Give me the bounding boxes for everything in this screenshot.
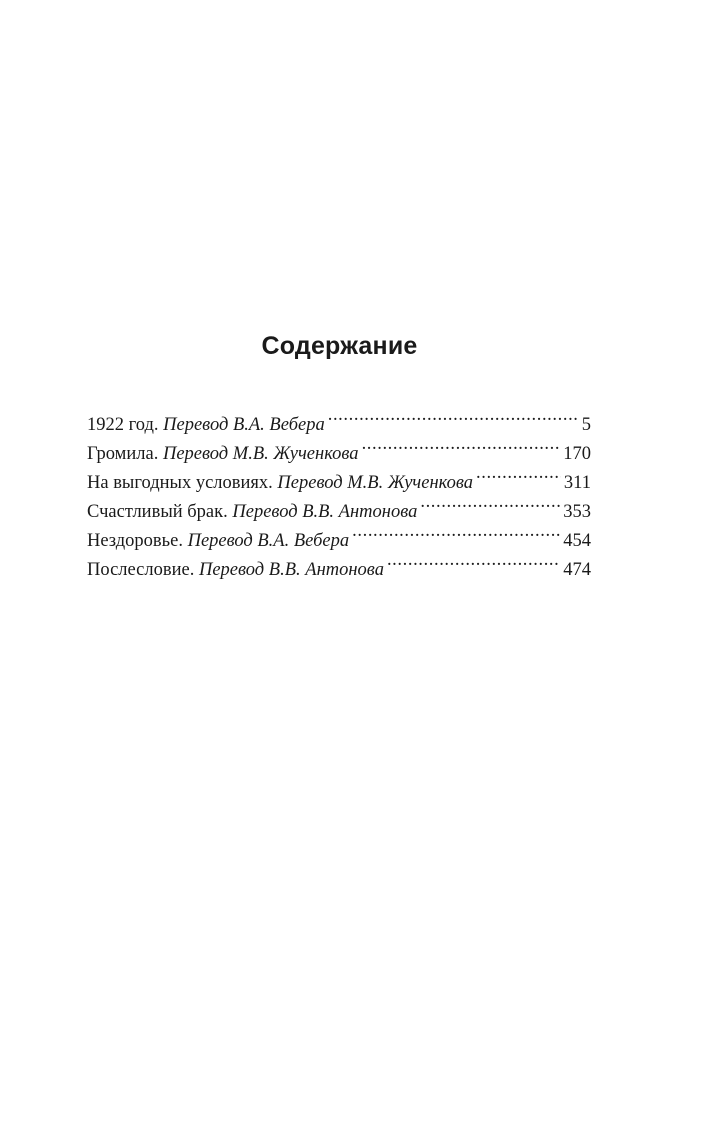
dot-leader (352, 517, 560, 546)
entry-title: На выгодных условиях. (87, 473, 273, 493)
entry-translator: Перевод М.В. Жученкова (162, 444, 359, 464)
entry-page-number: 311 (563, 473, 591, 493)
dot-leader (387, 546, 560, 575)
table-of-contents (87, 401, 591, 580)
entry-title: Громила. (87, 444, 159, 464)
entry-title: Счастливый брак. (87, 502, 228, 522)
dot-leader (328, 401, 579, 430)
entry-title: Послесловие. (87, 560, 195, 580)
entry-translator: Перевод В.А. Вебера (163, 415, 325, 435)
entry-page-number: 454 (563, 531, 591, 551)
dot-leader (362, 430, 561, 459)
entry-page-number: 353 (563, 502, 591, 522)
entry-translator: Перевод В.В. Антонова (198, 560, 384, 580)
entry-page-number: 474 (563, 560, 591, 580)
entry-page-number: 5 (581, 415, 591, 435)
entry-title: Нездоровье. (87, 531, 183, 551)
entry-page-number: 170 (563, 444, 591, 464)
dot-leader (476, 459, 561, 488)
entry-translator: Перевод В.В. Антонова (232, 502, 418, 522)
entry-translator: Перевод М.В. Жученкова (277, 473, 473, 493)
entry-title: 1922 год. (87, 415, 159, 435)
dot-leader (420, 488, 560, 517)
toc-entry (87, 401, 591, 435)
page-title: Содержание (261, 332, 418, 360)
entry-translator: Перевод В.А. Вебера (187, 531, 350, 551)
